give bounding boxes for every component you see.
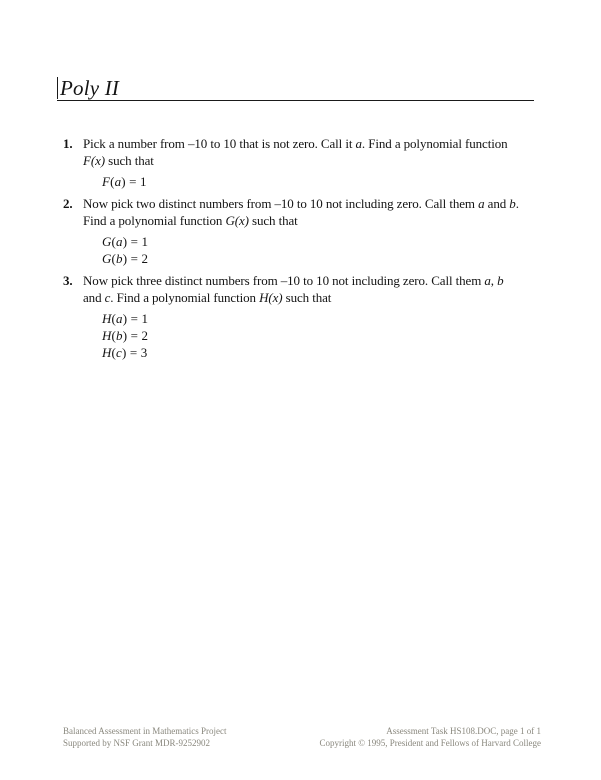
footer-project-line: Balanced Assessment in Mathematics Project — [63, 726, 227, 736]
text-cursor-bar — [57, 77, 58, 99]
equation: H(b) = 2 — [102, 328, 149, 343]
item-number: 3. — [63, 273, 73, 288]
equation-group — [102, 233, 545, 267]
item-number: 2. — [63, 196, 73, 211]
item-text-line: Find a polynomial function G(x) such that — [83, 212, 298, 228]
footer-left — [63, 726, 226, 749]
footer-grant-line: Supported by NSF Grant MDR-9252902 — [63, 737, 211, 748]
item-text-line: F(x) such that — [83, 152, 154, 168]
equation-group — [102, 310, 545, 361]
footer-right — [319, 726, 541, 749]
item-text-line: Pick a number from –10 to 10 that is not zero. Call it a. Find a polynomial function — [83, 136, 508, 151]
document-title-block — [57, 76, 534, 101]
item-body — [83, 136, 545, 190]
equation: H(c) = 3 — [102, 345, 148, 360]
equation-group — [102, 173, 545, 190]
page-title: Poly II — [60, 76, 120, 100]
equation: F(a) = 1 — [102, 174, 147, 189]
item-body — [83, 196, 545, 267]
task-item-1 — [63, 136, 545, 190]
equation: H(a) = 1 — [102, 311, 149, 326]
item-body — [83, 273, 545, 361]
item-text-line: Now pick three distinct numbers from –10 to 10 not including zero. Call them a, b — [83, 273, 504, 288]
item-number: 1. — [63, 136, 73, 151]
task-list — [63, 136, 545, 367]
equation: G(b) = 2 — [102, 251, 149, 266]
footer-task-line: Assessment Task HS108.DOC, page 1 of 1 — [386, 726, 541, 736]
page-footer — [63, 726, 541, 749]
task-item-3 — [63, 273, 545, 361]
task-item-2 — [63, 196, 545, 267]
footer-copyright-line: Copyright © 1995, President and Fellows of Harvard College — [319, 737, 541, 748]
item-text-line: and c. Find a polynomial function H(x) such that — [83, 289, 332, 305]
equation: G(a) = 1 — [102, 234, 149, 249]
item-text-line: Now pick two distinct numbers from –10 to 10 not including zero. Call them a and b. — [83, 196, 519, 211]
